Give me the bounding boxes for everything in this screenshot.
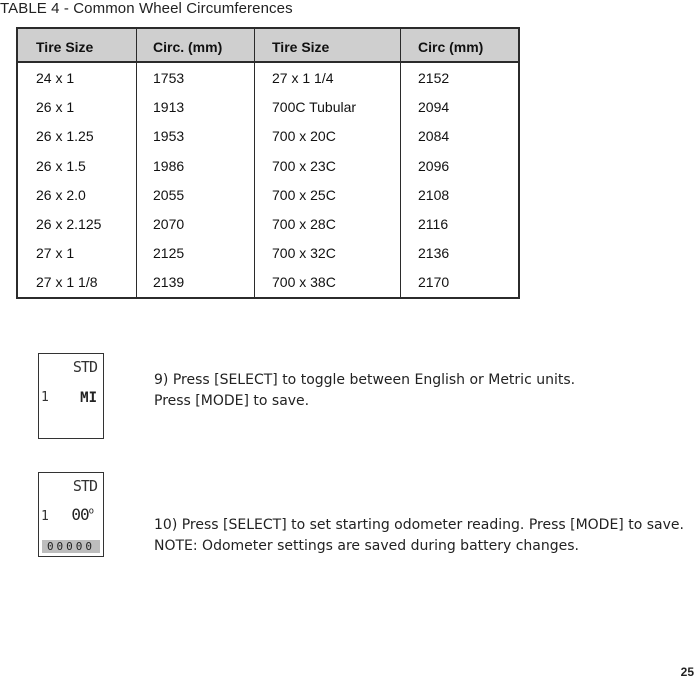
- table-cell: 2108: [418, 187, 450, 203]
- table-cell: 27 x 1 1/8: [36, 274, 98, 290]
- table-cell: 2139: [153, 274, 185, 290]
- column-divider: [254, 29, 255, 297]
- table-cell: 1753: [153, 70, 185, 86]
- table-cell: 2170: [418, 274, 450, 290]
- table-cell: 24 x 1: [36, 70, 75, 86]
- lcd-segment-digit: 1: [41, 390, 49, 405]
- table-cell: 2094: [418, 99, 450, 115]
- lcd-display-units: [38, 353, 104, 439]
- lcd-odometer-reading: 00$^o$: [71, 505, 93, 524]
- table-cell: 26 x 2.0: [36, 187, 86, 203]
- lcd-odometer-bar: 00000: [42, 540, 100, 553]
- table-cell: 2055: [153, 187, 185, 203]
- lcd-segment-digit: 1: [41, 509, 49, 524]
- lcd-display-odometer: [38, 472, 104, 557]
- step-9-line-2: Press [MODE] to save.: [154, 393, 310, 409]
- table-caption: TABLE 4 - Common Wheel Circumferences: [0, 0, 293, 17]
- column-divider: [400, 29, 401, 297]
- header-tire-size-1: Tire Size: [36, 39, 94, 55]
- header-circ-2: Circ (mm): [418, 39, 484, 55]
- table-cell: 2070: [153, 216, 185, 232]
- table-cell: 26 x 1: [36, 99, 75, 115]
- table-cell: 700 x 23C: [272, 158, 336, 174]
- table-cell: 26 x 1.5: [36, 158, 86, 174]
- lcd-mode-label: STD: [72, 477, 97, 495]
- table-cell: 700C Tubular: [272, 99, 357, 115]
- header-tire-size-2: Tire Size: [272, 39, 330, 55]
- table-cell: 27 x 1: [36, 245, 75, 261]
- table-cell: 26 x 1.25: [36, 128, 94, 144]
- table-cell: 2125: [153, 245, 185, 261]
- table-cell: 700 x 25C: [272, 187, 336, 203]
- table-cell: 1986: [153, 158, 185, 174]
- table-cell: 700 x 32C: [272, 245, 336, 261]
- table-cell: 27 x 1 1/4: [272, 70, 334, 86]
- wheel-circumference-table: [16, 27, 520, 299]
- header-circ-1: Circ. (mm): [153, 39, 223, 55]
- table-cell: 700 x 28C: [272, 216, 336, 232]
- lcd-unit-label: MI: [80, 390, 97, 406]
- lcd-mode-label: STD: [72, 358, 97, 376]
- table-cell: 2116: [418, 216, 449, 232]
- page-number: 25: [680, 665, 694, 679]
- column-divider: [136, 29, 137, 297]
- table-cell: 1953: [153, 128, 185, 144]
- step-10-instructions: [154, 515, 684, 557]
- step-9-line-1: 9) Press [SELECT] to toggle between English or Metric units.: [154, 372, 576, 388]
- table-cell: 2136: [418, 245, 450, 261]
- table-cell: 2084: [418, 128, 450, 144]
- table-cell: 700 x 38C: [272, 274, 336, 290]
- table-cell: 2152: [418, 70, 450, 86]
- step-10-line-1: 10) Press [SELECT] to set starting odometer reading. Press [MODE] to save.: [154, 517, 684, 533]
- table-cell: 1913: [153, 99, 185, 115]
- step-10-line-2: NOTE: Odometer settings are saved during battery changes.: [154, 538, 579, 554]
- table-cell: 2096: [418, 158, 450, 174]
- table-cell: 700 x 20C: [272, 128, 336, 144]
- step-9-instructions: [154, 370, 575, 412]
- table-cell: 26 x 2.125: [36, 216, 102, 232]
